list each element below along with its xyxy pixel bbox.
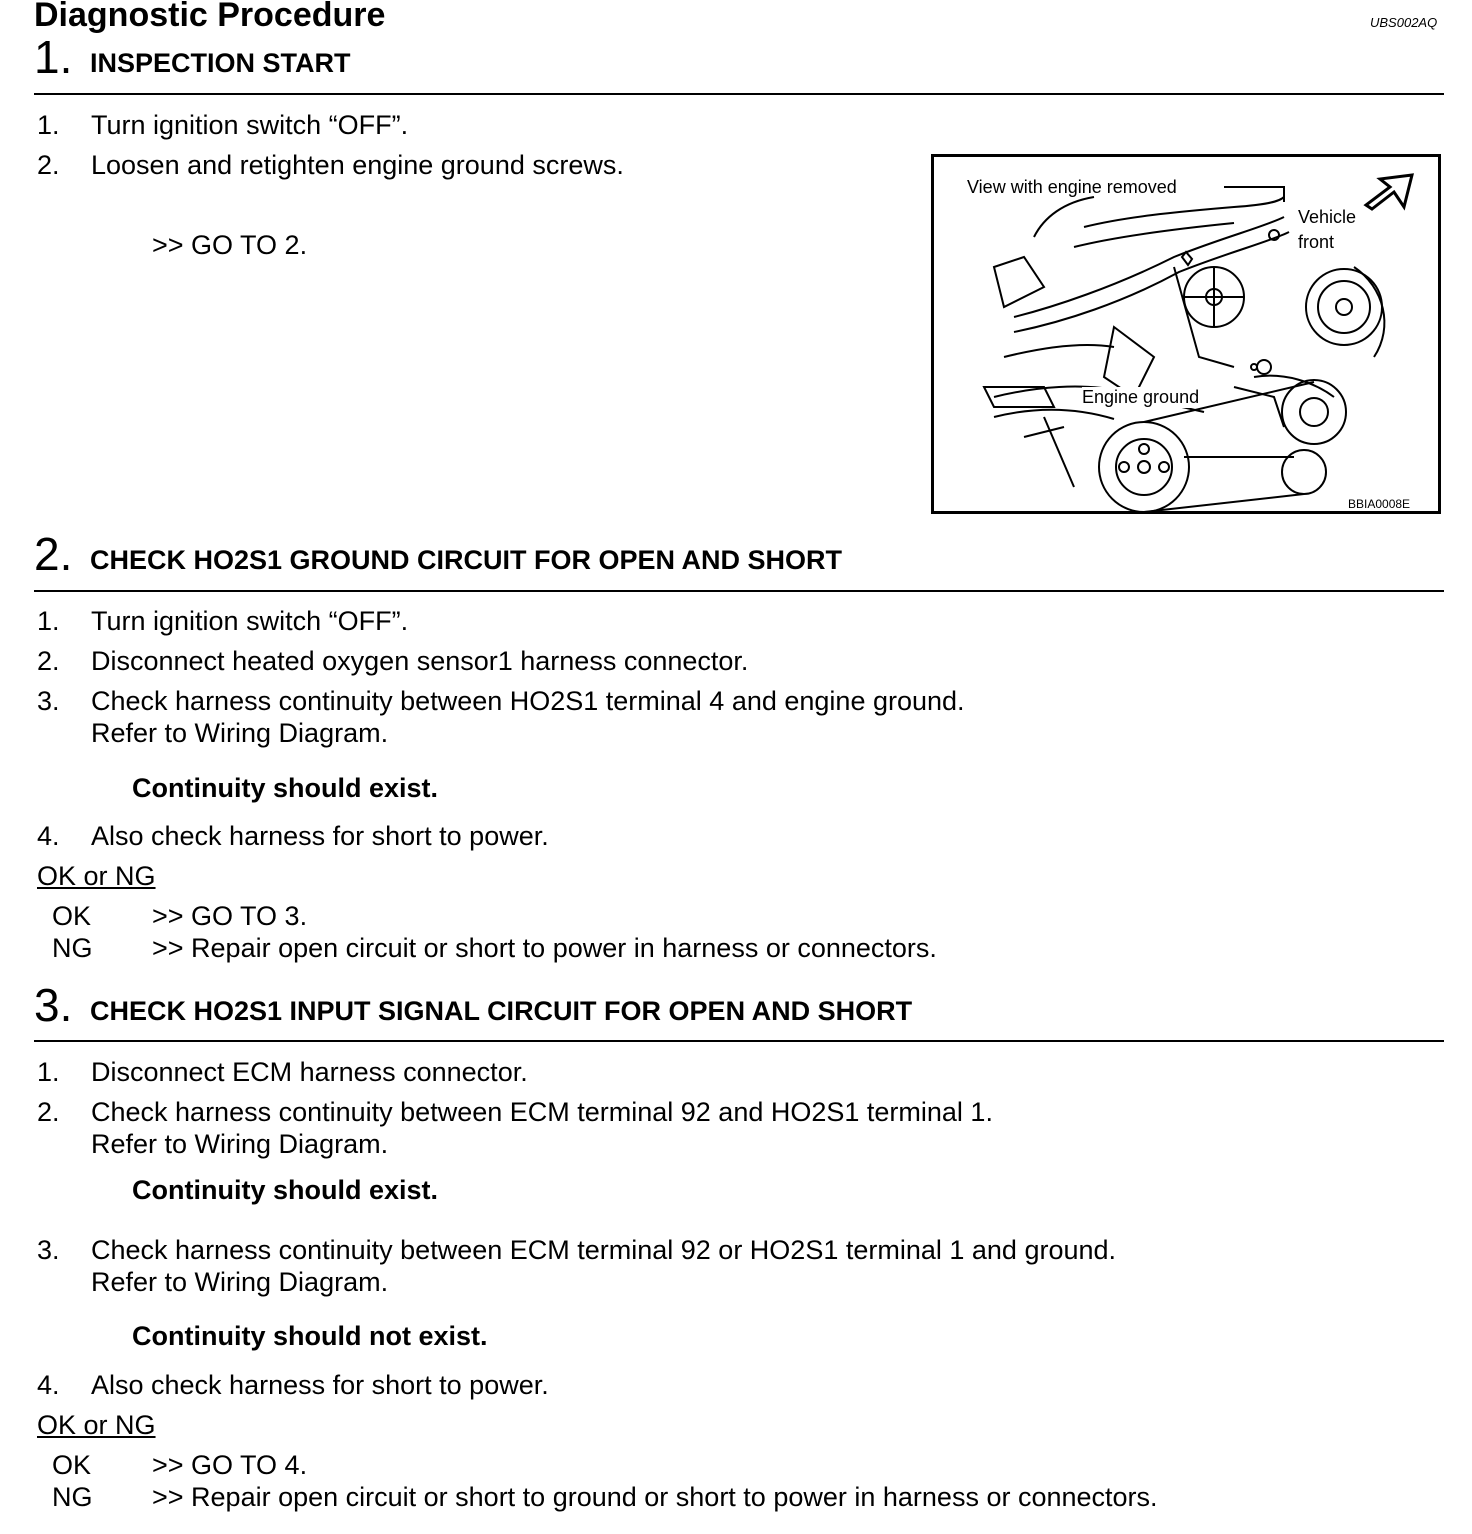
ok-ng-label: OK or NG bbox=[37, 1410, 156, 1440]
divider bbox=[34, 93, 1444, 95]
item-text: Also check harness for short to power. bbox=[91, 1370, 549, 1400]
step-title: CHECK HO2S1 INPUT SIGNAL CIRCUIT FOR OPEN AND SHORT bbox=[90, 996, 913, 1026]
item-subtext: Refer to Wiring Diagram. bbox=[91, 718, 389, 748]
spec-text: Continuity should not exist. bbox=[132, 1321, 488, 1351]
result-label: NG bbox=[52, 1482, 93, 1512]
item-text: Check harness continuity between HO2S1 terminal 4 and engine ground. bbox=[91, 686, 965, 716]
result-label: OK bbox=[52, 1450, 92, 1480]
item-number: 4. bbox=[37, 821, 60, 851]
item-number: 2. bbox=[37, 646, 60, 676]
item-text: Check harness continuity between ECM terminal 92 and HO2S1 terminal 1. bbox=[91, 1097, 993, 1127]
vehicle-front-arrow-icon bbox=[1366, 175, 1412, 209]
item-text: Turn ignition switch “OFF”. bbox=[91, 110, 409, 140]
spec-text: Continuity should exist. bbox=[132, 1175, 439, 1205]
item-subtext: Refer to Wiring Diagram. bbox=[91, 1129, 389, 1159]
result-text: >> GO TO 4. bbox=[152, 1450, 308, 1480]
item-text: Disconnect heated oxygen sensor1 harness connector. bbox=[91, 646, 749, 676]
engine-illustration bbox=[934, 157, 1438, 511]
item-number: 3. bbox=[37, 686, 60, 716]
figure-ground-label: Engine ground bbox=[1082, 387, 1200, 407]
spec-text: Continuity should exist. bbox=[132, 773, 439, 803]
item-number: 3. bbox=[37, 1235, 60, 1265]
item-text: Turn ignition switch “OFF”. bbox=[91, 606, 409, 636]
figure-view-label: View with engine removed bbox=[967, 177, 1177, 197]
item-text: Check harness continuity between ECM terminal 92 or HO2S1 terminal 1 and ground. bbox=[91, 1235, 1117, 1265]
figure-vehicle-label: Vehicle bbox=[1298, 207, 1357, 227]
step-number: 3. bbox=[34, 979, 73, 1031]
item-text: Also check harness for short to power. bbox=[91, 821, 549, 851]
item-number: 4. bbox=[37, 1370, 60, 1400]
result-text: >> Repair open circuit or short to power in harness or connectors. bbox=[152, 933, 937, 963]
result-label: NG bbox=[52, 933, 93, 963]
item-number: 1. bbox=[37, 110, 60, 140]
engine-ground-figure bbox=[931, 154, 1441, 514]
step-number: 2. bbox=[34, 528, 73, 580]
result-label: OK bbox=[52, 901, 92, 931]
ok-ng-label: OK or NG bbox=[37, 861, 156, 891]
step-title: INSPECTION START bbox=[90, 48, 351, 78]
goto-instruction: >> GO TO 2. bbox=[152, 230, 308, 260]
item-text: Disconnect ECM harness connector. bbox=[91, 1057, 528, 1087]
result-text: >> Repair open circuit or short to ground or short to power in harness or connectors. bbox=[152, 1482, 1158, 1512]
step-title: CHECK HO2S1 GROUND CIRCUIT FOR OPEN AND SHORT bbox=[90, 545, 843, 575]
item-number: 2. bbox=[37, 1097, 60, 1127]
figure-front-label: front bbox=[1298, 232, 1335, 252]
item-number: 1. bbox=[37, 1057, 60, 1087]
page-title: Diagnostic Procedure bbox=[34, 0, 386, 34]
divider bbox=[34, 590, 1444, 592]
item-subtext: Refer to Wiring Diagram. bbox=[91, 1267, 389, 1297]
divider bbox=[34, 1040, 1444, 1042]
document-code: UBS002AQ bbox=[1370, 15, 1438, 30]
result-text: >> GO TO 3. bbox=[152, 901, 308, 931]
figure-code: BBIA0008E bbox=[1348, 497, 1411, 511]
item-number: 2. bbox=[37, 150, 60, 180]
item-number: 1. bbox=[37, 606, 60, 636]
step-number: 1. bbox=[34, 31, 73, 83]
item-text: Loosen and retighten engine ground screws. bbox=[91, 150, 624, 180]
